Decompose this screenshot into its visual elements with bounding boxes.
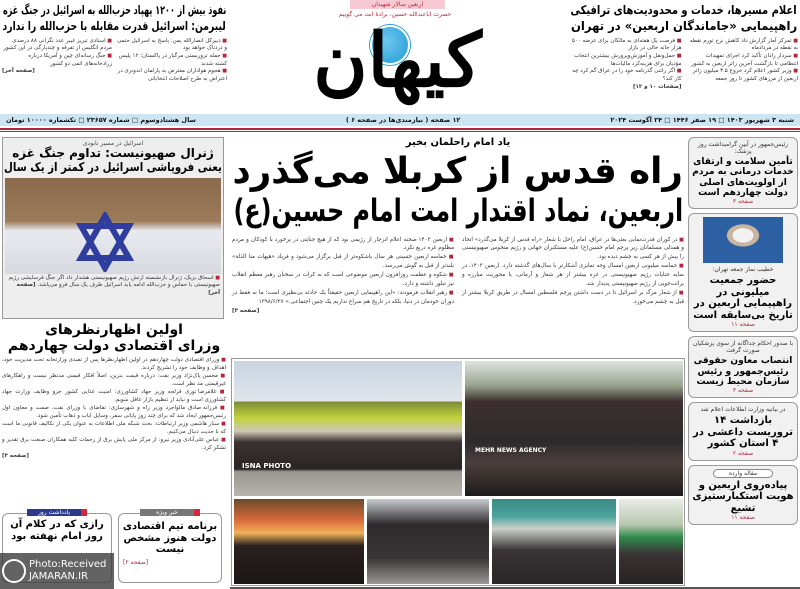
page-ref: [صفحات ۱۰ و ۱۲] bbox=[633, 83, 682, 90]
main-headline-text: راه قدس از کربلا می‌گذرد bbox=[232, 150, 684, 192]
caption-text: اسحاق بریک، ژنرال بازنشسته ارتش رژیم صهیونیستی هشدار داد اگر جنگ فرسایشی رژیم صهیونیستی با حماس و حزب‌الله ادامه یابد اسرائیل ظرف یک سال فرو می‌پاشد. bbox=[8, 274, 220, 289]
photo-collage bbox=[231, 358, 685, 586]
kicker: مقاله وارده bbox=[713, 469, 773, 478]
page-ref: [صفحه ۴] bbox=[2, 452, 29, 459]
info-bar bbox=[0, 114, 800, 126]
photo-flag bbox=[5, 178, 221, 274]
special-news-box bbox=[118, 509, 222, 583]
page-ref: صفحه ۱۱ bbox=[731, 514, 755, 522]
star-of-david-icon bbox=[75, 212, 135, 272]
bullet: ■ رهبر انقلاب فرمودند: «این راهپیمایی اربعین حقیقتاً یک حادثه بی‌نظیری است؛ ما نه فقط در دوران خودمان در دنیا، بلکه در تاریخ هم سراغ نداریم یک چنین اجتماعی.» ۱۳۹۸/۶/۲۷ bbox=[232, 289, 454, 307]
cleric-photo bbox=[703, 217, 783, 263]
israel-story bbox=[2, 137, 224, 319]
tag-line: اربعین سالار شهیدان bbox=[371, 1, 424, 8]
top-left-story bbox=[2, 4, 227, 84]
bullet: ■ غلامرضا نوری قزلجه وزیر جهاد کشاورزی: امنیت غذایی کشور جزو وظایف وزارت جهاد کشاورزی است و نباید از تنظیم بازار غافل شویم. bbox=[2, 389, 226, 405]
headline bbox=[2, 20, 227, 34]
watermark-text: Photo:Received bbox=[29, 559, 107, 570]
page-ref: [صفحه آخر] bbox=[16, 282, 220, 296]
news-box bbox=[688, 213, 798, 332]
photo-night bbox=[234, 499, 364, 584]
kicker: اسرائیل در مسیر نابودی bbox=[82, 140, 144, 147]
bullet: ■ جنگ رسانه‌ای چین و آمریکا درباره زرادخانه‌های اتمی دو کشور bbox=[2, 53, 112, 68]
headline bbox=[2, 4, 227, 18]
bullet: ■ حمل‌ونقل و آموزش‌وپرورش بیشترین انتخاب مؤدیان برای هزینه‌کرد مالیات‌ها bbox=[570, 53, 682, 68]
kicker: رئیس‌جمهور در آیین گرامیداشت روز پزشک: bbox=[697, 141, 789, 155]
headline bbox=[2, 322, 226, 338]
bullet: ■ حماسه اربعین حسینی هر سال باشکوه‌تر از قبل برگزار می‌شود و فریاد «هیهات منا الذلة» بلندتر از قبل به گوش می‌رسد. bbox=[232, 253, 454, 271]
jamaran-logo-icon bbox=[2, 559, 26, 583]
headline-text: یعنی فروپاشی اسرائیل در کمتر از یک سال bbox=[4, 159, 222, 174]
page-ref: صفحه ۳ bbox=[732, 198, 754, 206]
photo-tent bbox=[492, 499, 616, 584]
main-headline-text: اربعین، نماد اقتدار امت امام حسین(ع) bbox=[233, 192, 683, 229]
masthead bbox=[230, 0, 565, 113]
page-ref: [صفحه ۳] bbox=[232, 308, 260, 315]
headline bbox=[570, 20, 798, 34]
label: خبر ویژه bbox=[140, 509, 200, 516]
headline-text: وزرای اقتصادی دولت چهاردهم bbox=[7, 338, 221, 355]
main-headline bbox=[232, 194, 684, 230]
page-count: ۱۲ صفحه ( نیازمندی‌ها در صفحه ۶ ) bbox=[345, 116, 461, 124]
bullet: ■ حمله تروریستی مرگبار در پاکستان؛ ۱۲ پلیس کشته شدند bbox=[117, 53, 227, 68]
headline-text: اولین اظهارنظرهای bbox=[45, 322, 183, 338]
bullet: ■ اگر رانتی گذرنامه خود را در عراق گم کرد چه کار کند؟ bbox=[570, 68, 682, 83]
economy-story bbox=[2, 322, 226, 461]
page-ref: صفحه ۲ bbox=[732, 449, 754, 457]
bullet: ■ محسن پاک‌نژاد وزیر نفت: درباره قیمت بنزین، اصلاً افکار قیمتی مدنظر نیست و راهکارهای غیرقیمتی مد نظر است. bbox=[2, 373, 226, 389]
main-story bbox=[232, 137, 684, 316]
headline-text: راهپیمایی «جاماندگان اربعین» در تهران bbox=[570, 18, 798, 33]
photo-credit: ISNA PHOTO bbox=[242, 462, 292, 470]
headline bbox=[570, 4, 798, 18]
headline: بازداشت ۱۴ تروریست داعشی در ۴ استان کشور bbox=[693, 415, 793, 450]
tag-box bbox=[350, 0, 445, 9]
page-ref: صفحه ۱۱ bbox=[731, 321, 755, 329]
bullet: ■ وزیر کشور اعلام کرد خروج ۳.۵ میلیون زائر اربعین از مرزهای کشور تا روز جمعه bbox=[687, 68, 799, 83]
bullet: ■ هجوم هواداران معترض به پارلمان اندونزی در اعتراض به طرح اصلاحات انتخاباتی bbox=[117, 68, 227, 83]
bullet: ■ فرزانه صادق مالواجرد وزیر راه و شهرسازی: تقاضای با وزرای نفت، صمت و معاون اول رئیس‌جمهور ایجاد شد که برای چند روز پایانی سفر، وسایل ایاب و ذهاب تأمین شود. bbox=[2, 405, 226, 421]
right-column bbox=[688, 137, 798, 525]
bullet: ■ از شعار مرگ بر اسرائیل تا در دست داشتن پرچم فلسطین امسال در طریق کربلا بیشتر از قبل به چشم می‌خورد. bbox=[462, 289, 684, 307]
photo-flags bbox=[234, 361, 462, 496]
headline: تأمین سلامت و ارتقای خدمات درمانی به مردم از اولویت‌های اصلی دولت چهاردهم است bbox=[692, 157, 794, 199]
bullet: ■ اسنادی تبریز غیبر عدد نگرانی ۸۸ درصدی مردم انگلیس از تفرقه و چندپارگی در این کشور bbox=[2, 38, 112, 53]
date: شنبه ۳ شهریور ۱۴۰۳ □ ۱۹ صفر ۱۴۴۶ □ ۲۴ آگوست ۲۰۲۴ bbox=[610, 116, 794, 124]
bullet: ■ اربعین ۱۴۰۳ صحنه اعلام انزجار از رژیمی بود که از هیچ جنایتی در برخورد با کودکان و مردم مظلوم غزه دریغ نکرد. bbox=[232, 236, 454, 254]
photo-green-flag bbox=[619, 499, 683, 584]
bullet: ■ در کوران قدرت‌نمایی بعثی‌ها در عراق، امام راحل با شعار «راه قدس از کربلا می‌گذرد» اتحاد و همدلی مسلمانان زیر پرچم امام حسین(ع) علیه مستکبران جهانی و رژیم منحوس صهیونیستی را بیش از هر کسی به چشم دیده بود. bbox=[462, 236, 684, 263]
watermark-text: JAMARAN.IR bbox=[29, 571, 89, 582]
watermark bbox=[0, 553, 114, 589]
bullet: ■ عباس علی‌آبادی وزیر نیرو: از مرکز ملی پایش برق از زحمات کلیه همکاران صنعت برق تقدیر و تشکر کرد. bbox=[2, 437, 226, 453]
issue-info: سال هشتادوسوم □ شماره ۲۳۶۵۷ □ تکشماره ۱۰۰۰۰ تومان bbox=[6, 116, 196, 124]
bullet: ■ وزرای اقتصادی دولت چهاردهم در اولین اظهارنظرها پس از تصدی وزارتخانه تحت مدیریت خود، اهداف و وظایف خود را تشریح کردند. bbox=[2, 357, 226, 373]
news-box bbox=[688, 465, 798, 526]
news-box bbox=[688, 402, 798, 461]
headline bbox=[3, 161, 223, 175]
photo-credit: MEHR NEWS AGENCY bbox=[475, 447, 547, 454]
headline: حضور جمعیت میلیونی در راهپیمایی اربعین در تاریخ بی‌سابقه است bbox=[693, 275, 793, 321]
label: یادداشت روز bbox=[27, 509, 87, 516]
page-ref: [صفحه ۲] bbox=[123, 558, 149, 566]
page-ref: [صفحه آخر] bbox=[2, 68, 35, 75]
kicker: در بیانیه وزارت اطلاعات اعلام شد bbox=[700, 406, 786, 414]
headline-text: لیبرمن: اسرائیل قدرت مقابله با حزب‌الله را ندارد bbox=[2, 18, 227, 33]
photo-crowd bbox=[465, 361, 683, 496]
headline: انتصاب معاون حقوقی رئیس‌جمهور و رئیس سازمان محیط زیست bbox=[693, 356, 793, 388]
top-right-story bbox=[570, 4, 798, 91]
tag-line: حضرت اباعبدالله حسین، برادهٔ ابت می گوییم bbox=[338, 11, 452, 18]
bullet: ■ دبیرکل انصارالله یمن: پاسخ به اسرائیل حتمی و دردناک خواهد بود bbox=[117, 38, 227, 53]
news-box bbox=[688, 336, 798, 398]
bullet: ■ شکوه و عظمت روزافزون اربعین موضوعی است که به کرات در سخنان رهبر معظم انقلاب نیز تبلور داشته و دارد. bbox=[232, 271, 454, 289]
news-box bbox=[688, 137, 798, 209]
kicker: خطیب نماز جمعه تهران: bbox=[712, 266, 774, 274]
photo-strollers bbox=[367, 499, 489, 584]
photo-caption bbox=[3, 274, 223, 299]
headline-text: اعلام مسیرها، خدمات و محدودیت‌های ترافیکی bbox=[570, 3, 798, 17]
kicker: یاد امام راحلمان بخیر bbox=[405, 137, 511, 148]
bullet: ■ تمرکز آمار گزارش داد کاهش نرخ تورم نقطه به نقطه در مردادماه bbox=[687, 38, 799, 53]
bullet: ■ ستار هاشمی وزیر ارتباطات: بحث شبکه ملی اطلاعات به عنوان یکی از تکالیف قانونی ما است که با جدیت دنبال می‌کنیم. bbox=[2, 421, 226, 437]
divider bbox=[0, 128, 800, 132]
headline-text: نفوذ بیش از ۱۲۰۰ پهپاد حزب‌الله به اسرائیل در جنگ غزه bbox=[2, 3, 227, 17]
headline: برنامه تیم اقتصادی دولت هنوز مشخص نیست bbox=[122, 521, 218, 555]
bullet: ■ سردار رادان تأکید کرد اجرای تمهیدات انتظامی تا بازگشت آخرین زائر اربعین به کشور bbox=[687, 53, 799, 68]
logo: کیهان bbox=[313, 18, 482, 104]
main-headline bbox=[232, 151, 684, 192]
headline bbox=[2, 338, 226, 354]
headline bbox=[3, 147, 223, 161]
headline-text: ژنرال صهیونیست: تداوم جنگ غزه bbox=[12, 146, 214, 160]
headline: پیاده‌روی اربعین و هویت استکبارستیزی تشیع bbox=[692, 479, 794, 514]
headline: رازی که در کلام آن روز امام نهفته بود bbox=[10, 519, 104, 542]
page-ref: صفحه ۳ bbox=[732, 387, 754, 395]
bullet: ■ حماسه میلیونی اربعین امسال وجه تمایزی آشکارتر با سال‌های گذشته دارد. اربعین ۱۴۰۳، در سایه جنایات رژیم صهیونیستی در غزه بیشتر از هر شعار و آرمانی، با محوریت مبارزه و برائت‌جویی از رژیم صهیونیستی پدیدار شد. bbox=[462, 262, 684, 289]
bullet: ■ فرصت یک هفته‌ای به مالکان برای عرضه ۵۰۰ هزار خانه خالی در بازار bbox=[570, 38, 682, 53]
kicker: با صدور احکام جداگانه از سوی پزشکیان صورت گرفت bbox=[692, 340, 794, 355]
